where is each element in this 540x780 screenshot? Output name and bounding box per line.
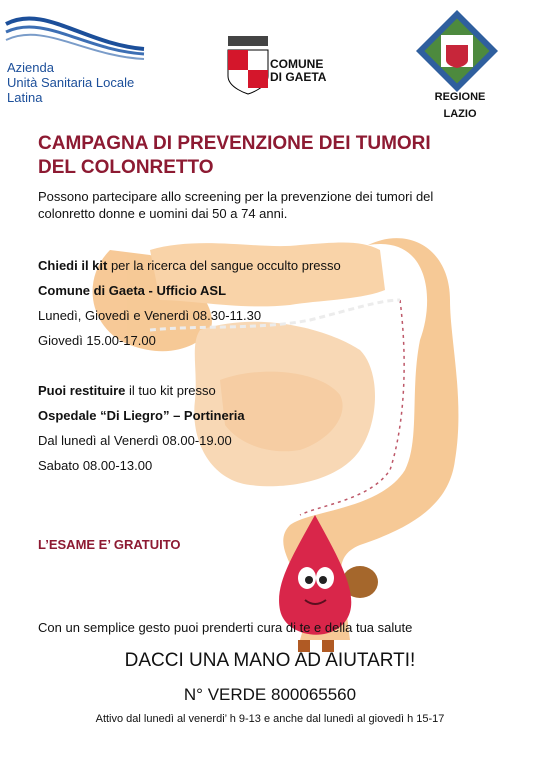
kit-request-bold: Chiedi il kit xyxy=(38,258,108,273)
intro-text xyxy=(38,188,498,222)
kit-request-rest: per la ricerca del sangue occulto presso xyxy=(107,258,341,273)
call-to-action: Con un semplice gesto puoi prenderti cura di te e della tua salute xyxy=(38,620,413,635)
toll-free-number: N° VERDE 800065560 xyxy=(183,685,357,704)
comune-name xyxy=(270,58,326,84)
asl-line-2: Unità Sanitaria Locale xyxy=(7,75,135,90)
regione-line-1: REGIONE xyxy=(434,91,486,103)
free-exam-notice: L’ESAME E’ GRATUITO xyxy=(38,537,181,552)
comune-line-1: COMUNE xyxy=(270,57,324,71)
title-line-2: DEL COLONRETTO xyxy=(38,157,214,178)
kit-return-hours-2: Sabato 08.00-13.00 xyxy=(38,458,153,473)
kit-request-hours-1: Lunedì, Giovedì e Venerdì 08.30-11.30 xyxy=(38,308,262,323)
hotline-hours: Attivo dal lunedì al venerdi’ h 9-13 e anche dal lunedì al giovedì h 15-17 xyxy=(95,713,445,725)
kit-request-place: Comune di Gaeta - Ufficio ASL xyxy=(38,283,227,298)
asl-line-1: Azienda xyxy=(7,60,54,75)
regione-line-2: LAZIO xyxy=(443,108,477,120)
title-line-1: CAMPAGNA DI PREVENZIONE DEI TUMORI xyxy=(38,133,431,154)
kit-return-place: Ospedale “Di Liegro” – Portineria xyxy=(38,408,245,423)
intro-line-1: Possono partecipare allo screening per la prevenzione dei tumori del xyxy=(38,189,434,204)
asl-name xyxy=(7,60,134,105)
kit-return-hours-1: Dal lunedì al Venerdì 08.00-19.00 xyxy=(38,433,232,448)
asl-line-3: Latina xyxy=(7,90,43,105)
kit-return-bold: Puoi restituire xyxy=(38,383,126,398)
regione-name xyxy=(420,89,500,123)
slogan: DACCI UNA MANO AD AIUTARTI! xyxy=(124,650,416,671)
kit-return-rest: il tuo kit presso xyxy=(125,383,216,398)
kit-request-hours-2: Giovedì 15.00-17.00 xyxy=(38,333,156,348)
kit-request-line xyxy=(38,258,341,273)
comune-line-2: DI GAETA xyxy=(270,70,327,84)
regione-lazio-emblem-icon xyxy=(416,10,498,92)
campaign-title xyxy=(38,132,508,180)
kit-return-line xyxy=(38,383,216,398)
intro-line-2: colonretto donne e uomini dai 50 a 74 anni. xyxy=(38,206,288,221)
